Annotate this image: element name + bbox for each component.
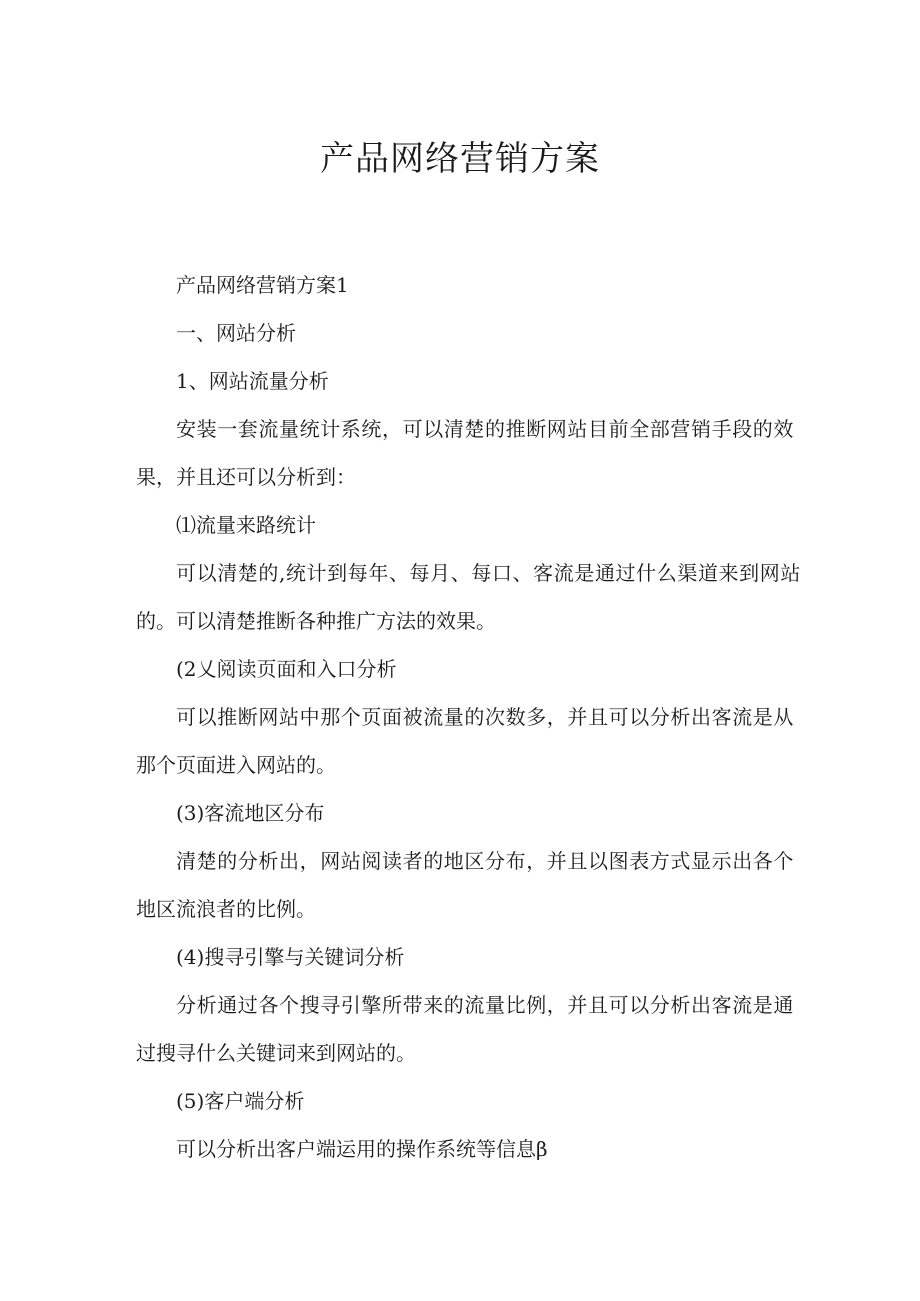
document-title: 产品网络营销方案: [320, 139, 600, 179]
paragraph-line: 的。可以清楚推断各种推广方法的效果。: [136, 609, 496, 633]
section-heading: 产品网络营销方案1: [176, 273, 349, 297]
item-heading: ⑴流量来路统计: [176, 513, 316, 537]
section-heading: 一、网站分析: [176, 321, 296, 345]
paragraph-line: 过搜寻什么关键词来到网站的。: [136, 1041, 416, 1065]
paragraph-line: 可以分析出客户端运用的操作系统等信息β: [176, 1137, 548, 1161]
paragraph-line: 清楚的分析出，网站阅读者的地区分布，并且以图表方式显示出各个: [176, 849, 794, 873]
item-heading: (2乂阅读页面和入口分析: [176, 657, 397, 681]
item-heading: (3)客流地区分布: [176, 801, 325, 825]
item-heading: (4)搜寻引擎与关键词分析: [176, 945, 405, 969]
item-heading: (5)客户端分析: [176, 1089, 305, 1113]
paragraph-line: 果，并且还可以分析到：: [136, 465, 356, 489]
subsection-heading: 1、网站流量分析: [176, 369, 329, 393]
paragraph-line: 安装一套流量统计系统，可以清楚的推断网站目前全部营销手段的效: [176, 417, 794, 441]
paragraph-line: 地区流浪者的比例。: [136, 897, 316, 921]
paragraph-line: 可以清楚的,统计到每年、每月、每口、客流是通过什么渠道来到网站: [176, 561, 801, 585]
paragraph-line: 分析通过各个搜寻引擎所带来的流量比例，并且可以分析出客流是通: [176, 993, 794, 1017]
paragraph-line: 可以推断网站中那个页面被流量的次数多，并且可以分析出客流是从: [176, 705, 794, 729]
paragraph-line: 那个页面进入网站的。: [136, 753, 336, 777]
